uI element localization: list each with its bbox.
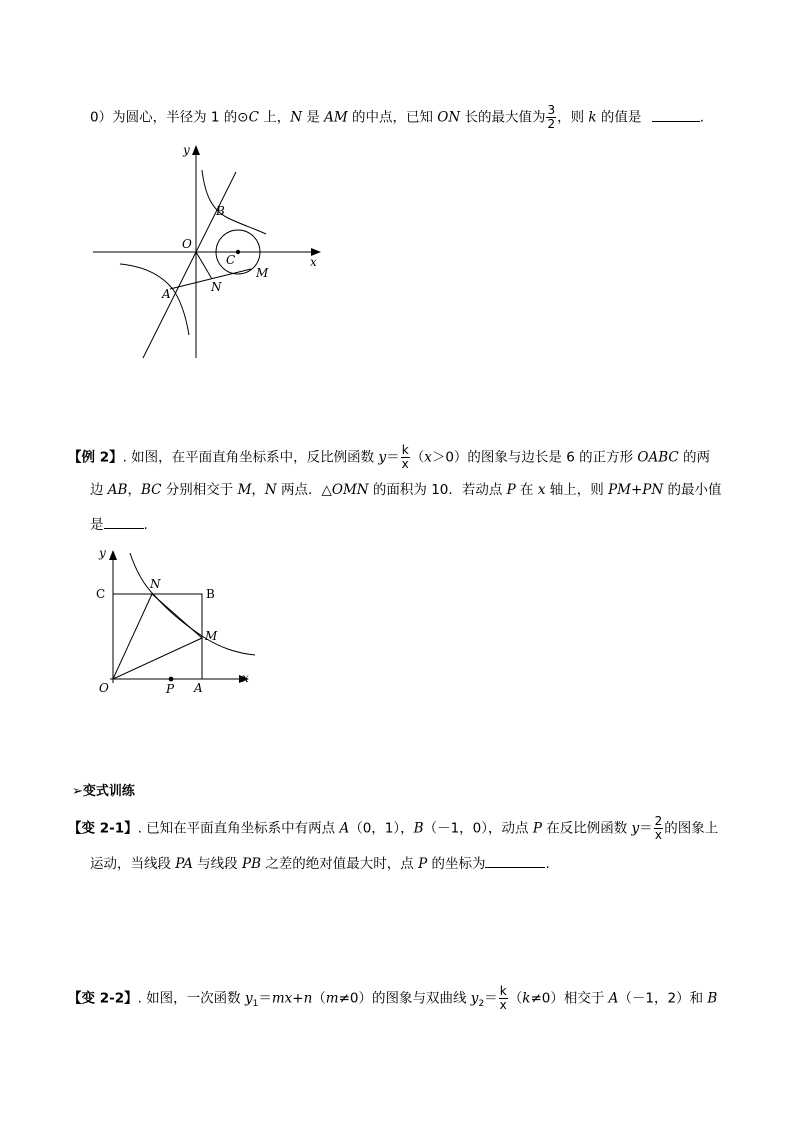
section-heading [72, 780, 135, 799]
figure-square-hyperbola [90, 543, 260, 698]
label-O: O [182, 237, 192, 251]
hyperbola-branch-lower [120, 264, 189, 335]
point-P [169, 677, 174, 682]
example2-line1: 【例 2】. 如图，在平面直角坐标系中，反比例函数 y＝ $\frac{k}{x}$ （x＞0）的图象与边长是 6 的正方形 OABC 的两 [68, 443, 711, 471]
point-C [236, 250, 240, 254]
example2-tag: 【例 2】 [68, 449, 123, 466]
label-N: N [211, 280, 222, 294]
answer-blank-v21[interactable] [485, 855, 545, 868]
answer-blank[interactable] [652, 109, 700, 122]
label-B: B [216, 204, 225, 218]
label-N: N [150, 577, 161, 591]
variant21-tag: 【变 2-1】 [68, 820, 138, 837]
intro-line: 0）为圆心，半径为 1 的⊙C 上，N 是 AM 的中点，已知 ON 长的最大值为 $\frac{3}{2}$ ，则 k 的值是 . [90, 103, 704, 131]
segment-ON [113, 594, 152, 679]
label-M: M [205, 629, 218, 643]
variant21-line1: 【变 2-1】. 已知在平面直角坐标系中有两点 A（0，1），B（－1，0），动点 P 在反比例函数 y＝ $\frac{2}{x}$ 的图象上 [68, 814, 719, 842]
segment-OM [113, 638, 202, 679]
hyperbola [130, 553, 255, 655]
square-OABC [113, 594, 202, 679]
example2-line2: 边 AB，BC 分别相交于 M，N 两点．△OMN 的面积为 10．若动点 P 在 x 轴上，则 PM+PN 的最小值 [90, 482, 722, 498]
label-x: x [310, 255, 317, 269]
label-y: y [99, 546, 106, 560]
hyperbola-branch-upper [202, 170, 266, 234]
variant22-line1: 【变 2-2】. 如图，一次函数 $y_1=mx+n(m\ne 0)$的图象与双曲线 $y_2=$ $\frac{k}{x}$ （k≠0）相交于 A（－1，2）和 B [68, 984, 718, 1012]
line-AB [143, 172, 236, 358]
example2-line3: 是 . [90, 517, 148, 533]
segment-ON [196, 252, 212, 279]
label-C: C [96, 587, 106, 601]
answer-blank-ex2[interactable] [104, 516, 144, 529]
section-title: 变式训练 [82, 784, 135, 799]
segment-NM [152, 594, 202, 638]
fraction-3-2: $\frac{3}{2}$ [547, 103, 556, 131]
label-A: A [194, 681, 203, 695]
label-x: x [242, 671, 249, 685]
fraction-k-x-v22: $\frac{k}{x}$ [499, 984, 507, 1012]
label-B: B [206, 587, 215, 601]
figure-circle-hyperbola [88, 140, 328, 365]
variant22-tag: 【变 2-2】 [68, 990, 138, 1007]
label-C: C [226, 253, 236, 267]
fraction-2-x: $\frac{2}{x}$ [654, 814, 663, 842]
label-A: A [162, 287, 171, 301]
variant21-line2: 运动，当线段 PA 与线段 PB 之差的绝对值最大时，点 P 的坐标为 . [90, 856, 550, 872]
label-P: P [166, 682, 175, 696]
label-O: O [99, 681, 109, 695]
fraction-k-x: $\frac{k}{x}$ [401, 443, 409, 471]
label-M: M [256, 266, 269, 280]
section-marker: ➢ [72, 784, 83, 799]
label-y: y [183, 143, 190, 157]
